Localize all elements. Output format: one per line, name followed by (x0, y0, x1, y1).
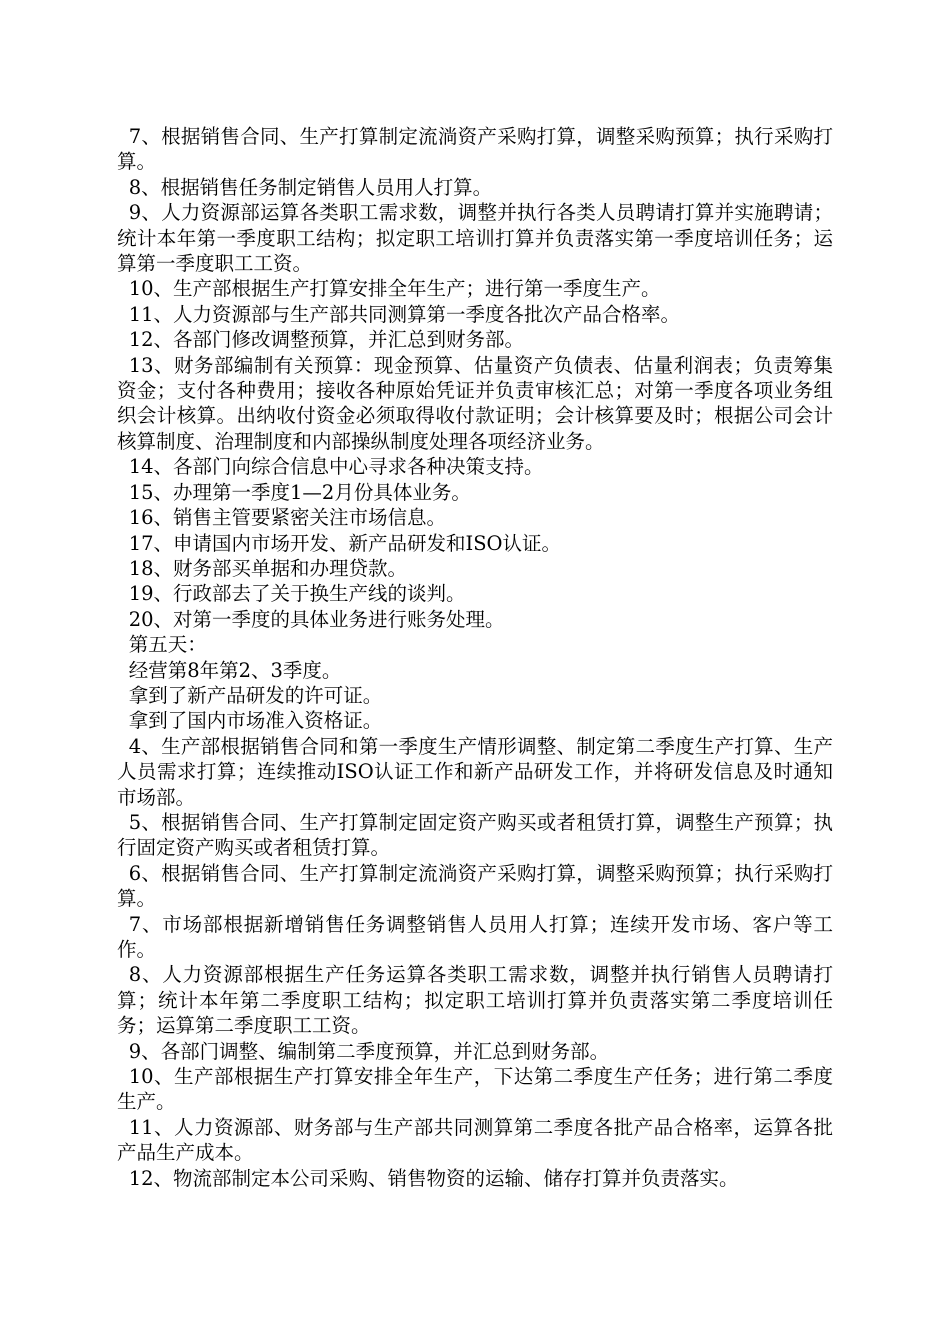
paragraph: 16、销售主管要紧密关注市场信息。 (128, 506, 447, 530)
paragraph: 10、生产部根据生产打算安排全年生产；进行第一季度生产。 (128, 277, 661, 301)
paragraph: 17、申请国内市场开发、新产品研发和ISO认证。 (128, 531, 562, 555)
paragraph: 14、各部门向综合信息中心寻求各种决策支持。 (128, 455, 544, 479)
paragraph: 经营第8年第2、3季度。 (128, 658, 342, 682)
paragraph: 6、根据销售合同、生产打算制定流淌资产采购打算，调整采购预算；执行采购打算。 (117, 861, 833, 911)
paragraph: 20、对第一季度的具体业务进行账务处理。 (128, 607, 505, 631)
paragraph: 11、人力资源部与生产部共同测算第一季度各批次产品合格率。 (128, 302, 681, 326)
paragraph: 12、物流部制定本公司采购、销售物资的运输、储存打算并负责落实。 (128, 1166, 739, 1190)
paragraph: 15、办理第一季度1—2月份具体业务。 (128, 480, 471, 504)
paragraph: 8、人力资源部根据生产任务运算各类职工需求数，调整并执行销售人员聘请打算；统计本年第二季度职工结构；拟定职工培训打算并负责落实第二季度培训任务；运算第二季度职工工资。 (117, 963, 833, 1038)
paragraph: 18、财务部买单据和办理贷款。 (128, 556, 408, 580)
paragraph: 9、各部门调整、编制第二季度预算，并汇总到财务部。 (128, 1039, 610, 1063)
paragraph: 9、人力资源部运算各类职工需求数，调整并执行各类人员聘请打算并实施聘请；统计本年第一季度职工结构；拟定职工培训打算并负责落实第一季度培训任务；运算第一季度职工工资。 (117, 201, 833, 276)
paragraph: 13、财务部编制有关预算：现金预算、估量资产负债表、估量利润表；负责筹集资金；支付各种费用；接收各种原始凭证并负责审核汇总；对第一季度各项业务组织会计核算。出纳收付资金必须取得收付款证明；会计核算要及时；根据公司会计核算制度、治理制度和内部操纵制度处理各项经济业务。 (117, 353, 833, 453)
section-heading: 第五天： (128, 633, 207, 657)
paragraph: 19、行政部去了关于换生产线的谈判。 (128, 582, 466, 606)
paragraph: 拿到了国内市场准入资格证。 (128, 709, 383, 733)
paragraph: 7、市场部根据新增销售任务调整销售人员用人打算；连续开发市场、客户等工作。 (117, 912, 833, 961)
paragraph: 拿到了新产品研发的许可证。 (128, 683, 383, 707)
paragraph: 4、生产部根据销售合同和第一季度生产情形调整、制定第二季度生产打算、生产人员需求打算；连续推动ISO认证工作和新产品研发工作，并将研发信息及时通知市场部。 (117, 734, 833, 809)
paragraph: 10、生产部根据生产打算安排全年生产，下达第二季度生产任务；进行第二季度生产。 (117, 1065, 833, 1114)
paragraph: 12、各部门修改调整预算，并汇总到财务部。 (128, 328, 525, 352)
paragraph: 5、根据销售合同、生产打算制定固定资产购买或者租赁打算，调整生产预算；执行固定资产购买或者租赁打算。 (117, 810, 833, 860)
paragraph: 11、人力资源部、财务部与生产部共同测算第二季度各批产品合格率，运算各批产品生产成本。 (117, 1115, 833, 1165)
paragraph: 8、根据销售任务制定销售人员用人打算。 (128, 175, 493, 199)
paragraph: 7、根据销售合同、生产打算制定流淌资产采购打算，调整采购预算；执行采购打算。 (117, 125, 833, 174)
document-body (117, 124, 833, 1191)
